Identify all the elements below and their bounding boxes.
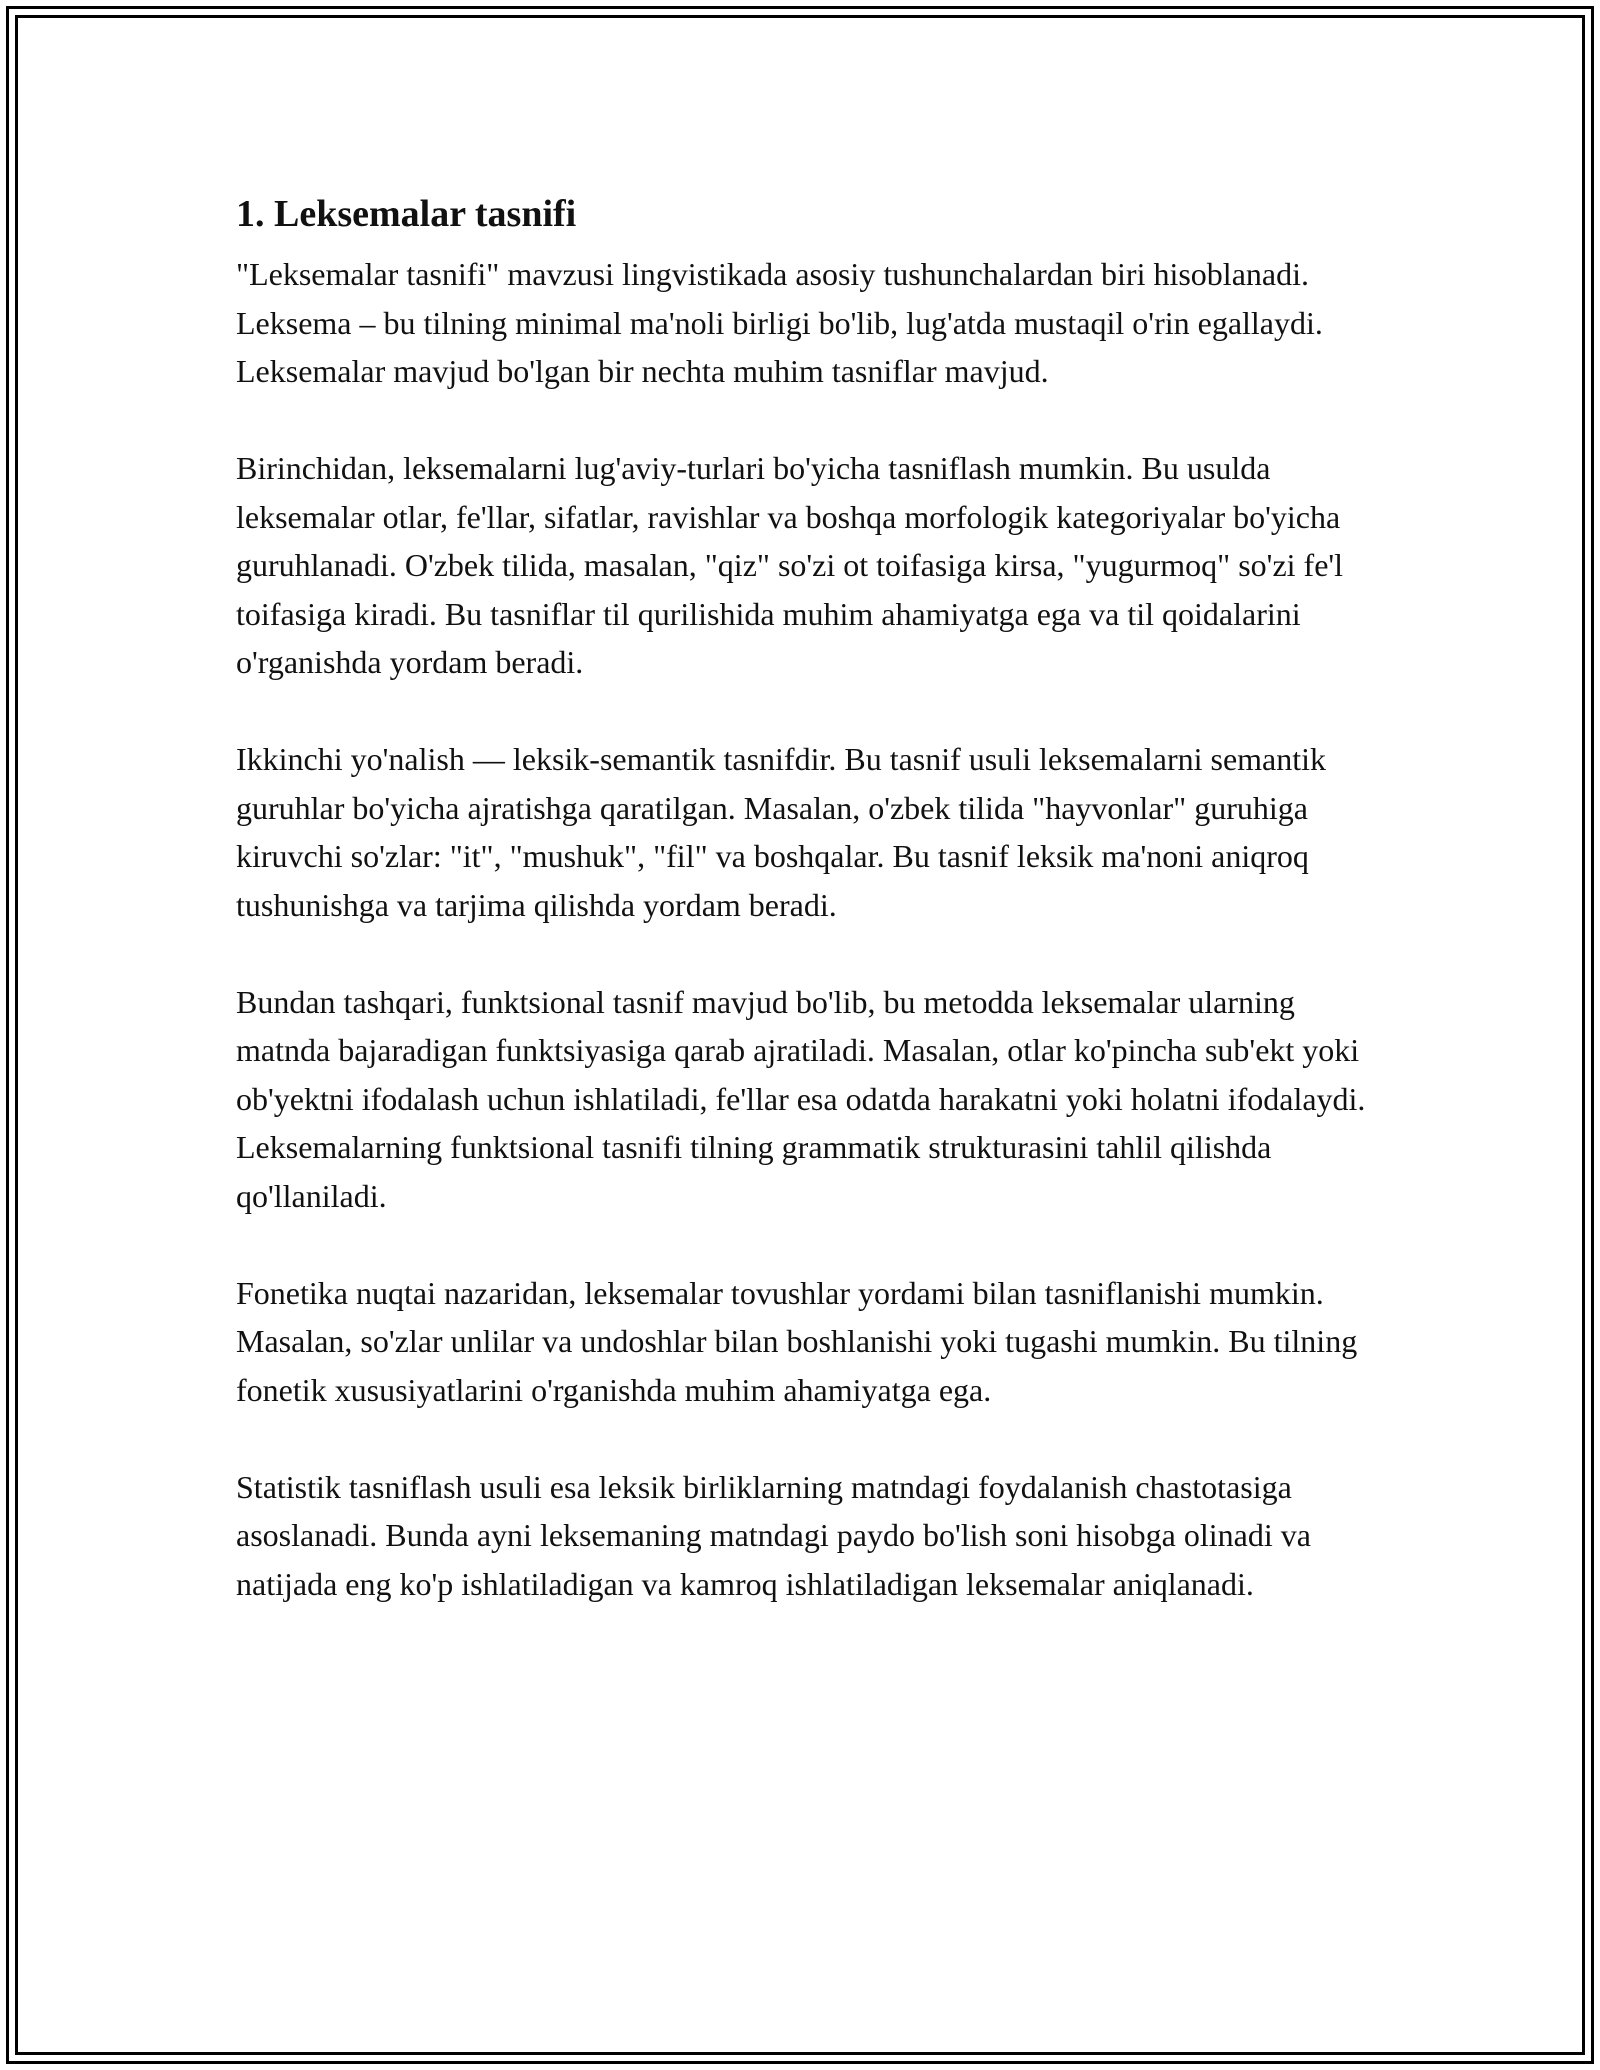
paragraph-statistical: Statistik tasniflash usuli esa leksik birliklarning matndagi foydalanish chastotasiga asoslanadi. Bunda ayni leksemaning matndagi paydo bo'lish soni hisobga olinadi va natijada eng ko'p ishlatiladigan va kamroq ishlatiladigan leksemalar aniqlanadi. (236, 1468, 1311, 1602)
section-heading: 1. Leksemalar tasnifi (236, 193, 577, 235)
paragraph-intro: "Leksemalar tasnifi" mavzusi lingvistikada asosiy tushunchalardan biri hisoblanadi. Leksema – bu tilning minimal ma'noli birligi bo'lib, lug'atda mustaqil o'rin egallaydi. Leksemalar mavjud bo'lgan bir nechta muhim tasniflar mavjud. (236, 256, 1323, 389)
paragraph-phonetic: Fonetika nuqtai nazaridan, leksemalar tovushlar yordami bilan tasniflanishi mumkin. Masalan, so'zlar unlilar va undoshlar bilan boshlanishi yoki tugashi mumkin. Bu tilning fonetik xususiyatlarini o'rganishda muhim ahamiyatga ega. (236, 1274, 1358, 1408)
paragraph-lexical-semantic: Ikkinchi yo'nalish — leksik-semantik tasnifdir. Bu tasnif usuli leksemalarni semantik guruhlar bo'yicha ajratishga qaratilgan. Masalan, o'zbek tilida "hayvonlar" guruhiga kiruvchi so'zlar: "it", "mushuk", "fil" va boshqalar. Bu tasnif leksik ma'noni aniqroq tushunishga va tarjima qilishda yordam beradi. (236, 741, 1327, 923)
document-body (236, 188, 1376, 1657)
paragraph-lexical-types: Birinchidan, leksemalarni lug'aviy-turlari bo'yicha tasniflash mumkin. Bu usulda leksemalar otlar, fe'llar, sifatlar, ravishlar va boshqa morfologik kategoriyalar bo'yicha guruhlanadi. O'zbek tilida, masalan, "qiz" so'zi ot toifasiga kirsa, "yugurmoq" so'zi fe'l toifasiga kiradi. Bu tasniflar til qurilishida muhim ahamiyatga ega va til qoidalarini o'rganishda yordam beradi. (236, 450, 1344, 680)
paragraph-functional: Bundan tashqari, funktsional tasnif mavjud bo'lib, bu metodda leksemalar ularning matnda bajaradigan funktsiyasiga qarab ajratiladi. Masalan, otlar ko'pincha sub'ekt yoki ob'yektni ifodalash uchun ishlatiladi, fe'llar esa odatda harakatni yoki holatni ifodalaydi. Leksemalarning funktsional tasnifi tilning grammatik strukturasini tahlil qilishda qo'llaniladi. (236, 983, 1366, 1214)
